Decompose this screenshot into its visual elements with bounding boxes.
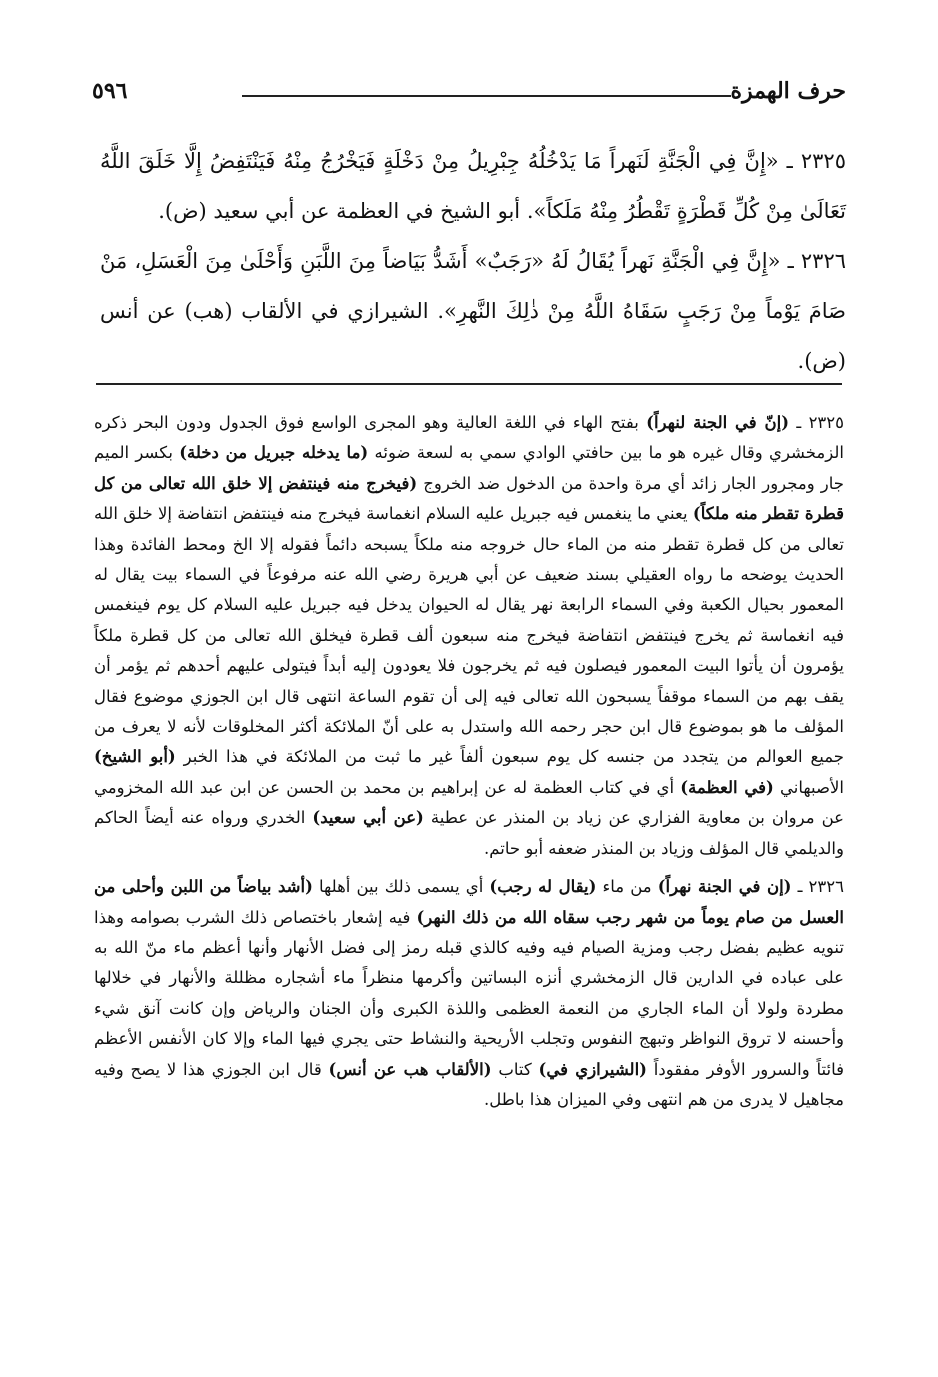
header-rule: [242, 95, 731, 97]
commentary-text: الأصبهاني: [773, 777, 844, 797]
hadith-text: «إِنَّ فِي الْجَنَّةِ نَهراً يُقَالُ لَهُ «رَجَبٌ» أَشَدُّ بَيَاضاً مِنَ اللَّبَنِ وَأَحْلَىٰ مِنَ الْعَسَلِ، مَنْ صَامَ يَوْماً مِنْ رَجَبٍ سَقَاهُ اللَّهُ مِنْ ذٰلِكَ النَّهرِ».: [100, 249, 846, 323]
commentary-paragraph: ٢٣٢٥ ـ (إنّ في الجنة لنهراً) بفتح الهاء في اللغة العالية وهو المجرى الواسع فوق الجدول ودون البحر ذكره الزمخشري وقال غيره هو ما بين حافتي الوادي سمي به لسعة ضوئه (ما يدخله جبريل من دخلة) بكسر الميم جار ومجرور الجار زائد أي مرة واحدة من الدخول ضد الخروج (فيخرج منه فينتفض إلا خلق الله تعالى من كل قطرة تقطر منه ملكاً) يعني ما ينغمس فيه جبريل عليه السلام انغماسة فيخرج منه فينتفض انتفاضة إلا خلق الله تعالى من كل قطرة تقطر منه من الماء حال خروجه منه ملكاً يسبحه دائماً فقوله إلا الخ ومحط الفائدة وهذا الحديث يوضحه ما رواه العقيلي بسند ضعيف عن أبي هريرة رضي الله عنه مرفوعاً في السماء بيت يقال له المعمور بحيال الكعبة وفي السماء الرابعة نهر يقال له الحيوان يدخل فيه جبريل عليه السلام كل يوم فينغمس فيه انغماسة ثم يخرج فينتفض انتفاضة فيخرج منه سبعون ألف قطرة فيخلق الله تعالى من كل قطرة ملكاً يؤمرون أن يأتوا البيت المعمور فيصلون فيه ثم يخرجون فلا يعودون إليه أبداً فيتولى عليهم أحدهم ثم يؤمر أن يقف بهم من السماء موقفاً يسبحون الله تعالى فيه إلى أن تقوم الساعة انتهى قال ابن الجوزي موضوع فقال المؤلف ما هو بموضوع قال ابن حجر رحمه الله واستدل به على أنّ الملائكة أكثر المخلوقات لأنه لا يعرف من جميع العوالم من يتجدد من جنسه كل يوم سبعون ألفاً غير ما ثبت من الملائكة في هذا الخبر (أبو الشيخ) الأصبهاني (في العظمة) أي في كتاب العظمة له عن إبراهيم بن محمد بن الحسن عن ابن عبد الله المخزومي عن مروان بن معاوية الفزاري عن زياد بن المنذر عن عطية (عن أبي سعيد) الخدري ورواه عنه أيضاً الحاكم والديلمي قال المؤلف وزياد بن المنذر ضعفه أبو حاتم.: [94, 413, 845, 858]
commentary-quoted-phrase: (إنّ في الجنة لنهراً): [646, 413, 790, 432]
hadith-text: «إِنَّ فِي الْجَنَّةِ لَنَهراً مَا يَدْخُلُهُ جِبْرِيلُ مِنْ دَخْلَةٍ فَيَخْرُجُ مِنْهُ فَيَنْتَفِضُ إِلَّا خَلَقَ اللَّهُ تَعَالَىٰ مِنْ كُلِّ قَطْرَةٍ تَقْطُرُ مِنْهُ مَلَكاً».: [100, 149, 846, 223]
commentary-quoted-phrase: (فيخرج منه فينتفض إلا خلق الله تعالى من كل قطرة تقطر منه ملكاً): [94, 473, 844, 524]
commentary-number: ٢٣٢٥: [808, 413, 845, 432]
chapter-title: حرف الهمزة: [730, 78, 846, 104]
hadith-number: ٢٣٢٥: [800, 149, 846, 173]
commentary-text: أي في كتاب العظمة له عن إبراهيم بن محمد بن الحسن عن ابن عبد الله المخزومي عن مروان بن معاوية الفزاري عن زياد بن المنذر عن عطية: [94, 777, 844, 828]
commentary-text: كتاب: [491, 1059, 539, 1079]
commentary-quoted-phrase: (أبو الشيخ): [94, 747, 176, 767]
commentary-text: يعني ما ينغمس فيه جبريل عليه السلام انغماسة فيخرج منه فينتفض انتفاضة إلا خلق الله تعالى من كل قطرة تقطر منه من الماء حال خروجه منه ملكاً يسبحه دائماً فقوله إلا الخ ومحط الفائدة وهذا الحديث يوضحه ما رواه العقيلي بسند ضعيف عن أبي هريرة رضي الله عنه مرفوعاً في السماء بيت يقال له المعمور بحيال الكعبة وفي السماء الرابعة نهر يقال له الحيوان يدخل فيه جبريل عليه السلام كل يوم فينغمس فيه انغماسة ثم يخرج فينتفض انتفاضة فيخرج منه سبعون ألف قطرة فيخلق الله تعالى من كل قطرة ملكاً يؤمرون أن يأتوا البيت المعمور فيصلون فيه ثم يخرجون فلا يعودون إليه أبداً فيتولى عليهم أحدهم ثم يؤمر أن يقف بهم من السماء موقفاً يسبحون الله تعالى فيه إلى أن تقوم الساعة انتهى قال ابن الجوزي موضوع فقال المؤلف ما هو بموضوع قال ابن حجر رحمه الله واستدل به على أنّ الملائكة أكثر المخلوقات لأنه لا يعرف من جميع العوالم من يتجدد من جنسه كل يوم سبعون ألفاً غير ما ثبت من الملائكة في هذا الخبر: [94, 504, 844, 767]
commentary-quoted-phrase: (أشد بياضاً من اللبن وأحلى من العسل من صام يوماً من شهر رجب سقاه الله من ذلك النهر): [94, 877, 845, 927]
commentary-text: فيه إشعار باختصاص ذلك الشرب بصوامه وهذا تنويه عظيم بفضل رجب ومزية الصيام فيه وفيه كالذي قبله رمز إلى فضل الأنهار وأنها أعظم ماء منّ الله به على عباده في الدارين قال الزمخشري أنزه البساتين وأكرمها منظراً ماء أشجاره مظللة والأنهار في خلالها مطردة ولولا أن الماء الجاري من النعمة العظمى واللذة الكبرى وأن الجنان والرياض وإن كانت آنق شيء وأحسنه لا تروق النواظر وتبهج النفوس وتجلب الأريحية والنشاط حتى يجري فيها الماء وإلا كان الأنفس الأعظم فائتاً والسرور الأوفر مفقوداً: [94, 907, 844, 1079]
hadith-number: ٢٣٢٦: [800, 249, 847, 273]
commentary-quoted-phrase: (ما يدخله جبريل من دخلة): [179, 443, 369, 463]
commentary-quoted-phrase: (الشيرازي في): [538, 1059, 647, 1079]
commentary-quoted-phrase: (في العظمة): [680, 777, 774, 797]
hadith-text-block: [100, 136, 846, 386]
hadith-entry: ٢٣٢٦ ـ «إِنَّ فِي الْجَنَّةِ نَهراً يُقَالُ لَهُ «رَجَبٌ» أَشَدُّ بَيَاضاً مِنَ اللَّبَنِ وَأَحْلَىٰ مِنَ الْعَسَلِ، مَنْ صَامَ يَوْماً مِنْ رَجَبٍ سَقَاهُ اللَّهُ مِنْ ذٰلِكَ النَّهرِ». الشيرازي في الألقاب (هب) عن أنس (ض).: [100, 249, 847, 373]
commentary-text: الخدري ورواه عنه أيضاً الحاكم والديلمي قال المؤلف وزياد بن المنذر ضعفه أبو حاتم.: [94, 808, 844, 858]
commentary-text: بفتح الهاء في اللغة العالية وهو المجرى الواسع فوق الجدول ودون البحر ذكره الزمخشري وقال غيره هو ما بين حافتي الوادي سمي به لسعة ضوئه: [94, 413, 844, 463]
commentary-paragraph: ٢٣٢٦ ـ (إن في الجنة نهراً) من ماء (يقال له رجب) أي يسمى ذلك بين أهلها (أشد بياضاً من اللبن وأحلى من العسل من صام يوماً من شهر رجب سقاه الله من ذلك النهر) فيه إشعار باختصاص ذلك الشرب بصوامه وهذا تنويه عظيم بفضل رجب ومزية الصيام فيه وفيه كالذي قبله رمز إلى فضل الأنهار وأنها أعظم ماء منّ الله به على عباده في الدارين قال الزمخشري أنزه البساتين وأكرمها منظراً ماء أشجاره مظللة والأنهار في خلالها مطردة ولولا أن الماء الجاري من النعمة العظمى واللذة الكبرى وأن الجنان والرياض وإن كانت آنق شيء وأحسنه لا تروق النواظر وتبهج النفوس وتجلب الأريحية والنشاط حتى يجري فيها الماء وإلا كان الأنفس الأعظم فائتاً والسرور الأوفر مفقوداً (الشيرازي في) كتاب (الألقاب هب عن أنس) قال ابن الجوزي هذا لا يصح وفيه مجاهيل لا يدرى من هم انتهى وفي الميزان هذا باطل.: [94, 877, 845, 1109]
commentary-quoted-phrase: (عن أبي سعيد): [312, 808, 424, 828]
commentary-text: أي يسمى ذلك بين أهلها: [312, 877, 490, 897]
commentary-block: [94, 408, 844, 1123]
page-header: [92, 78, 846, 112]
hadith-source: الشيرازي في الألقاب (هب) عن أنس (ض).: [100, 299, 846, 373]
hadith-source: أبو الشيخ في العظمة عن أبي سعيد (ض).: [158, 199, 521, 223]
hadith-entry: ٢٣٢٥ ـ «إِنَّ فِي الْجَنَّةِ لَنَهراً مَا يَدْخُلُهُ جِبْرِيلُ مِنْ دَخْلَةٍ فَيَخْرُجُ مِنْهُ فَيَنْتَفِضُ إِلَّا خَلَقَ اللَّهُ تَعَالَىٰ مِنْ كُلِّ قَطْرَةٍ تَقْطُرُ مِنْهُ مَلَكاً». أبو الشيخ في العظمة عن أبي سعيد (ض).: [100, 149, 846, 223]
footnote-separator: [96, 383, 842, 385]
page-number: ٥٩٦: [92, 78, 128, 104]
commentary-quoted-phrase: (يقال له رجب): [489, 877, 597, 897]
commentary-number: ٢٣٢٦: [808, 877, 844, 897]
commentary-text: بكسر الميم جار ومجرور الجار زائد أي مرة واحدة من الدخول ضد الخروج: [94, 443, 844, 493]
commentary-text: قال ابن الجوزي هذا لا يصح وفيه مجاهيل لا يدرى من هم انتهى وفي الميزان هذا باطل.: [94, 1059, 844, 1109]
commentary-quoted-phrase: (إن في الجنة نهراً): [657, 877, 792, 897]
commentary-text: من ماء: [596, 877, 658, 897]
commentary-quoted-phrase: (الألقاب هب عن أنس): [328, 1059, 492, 1079]
